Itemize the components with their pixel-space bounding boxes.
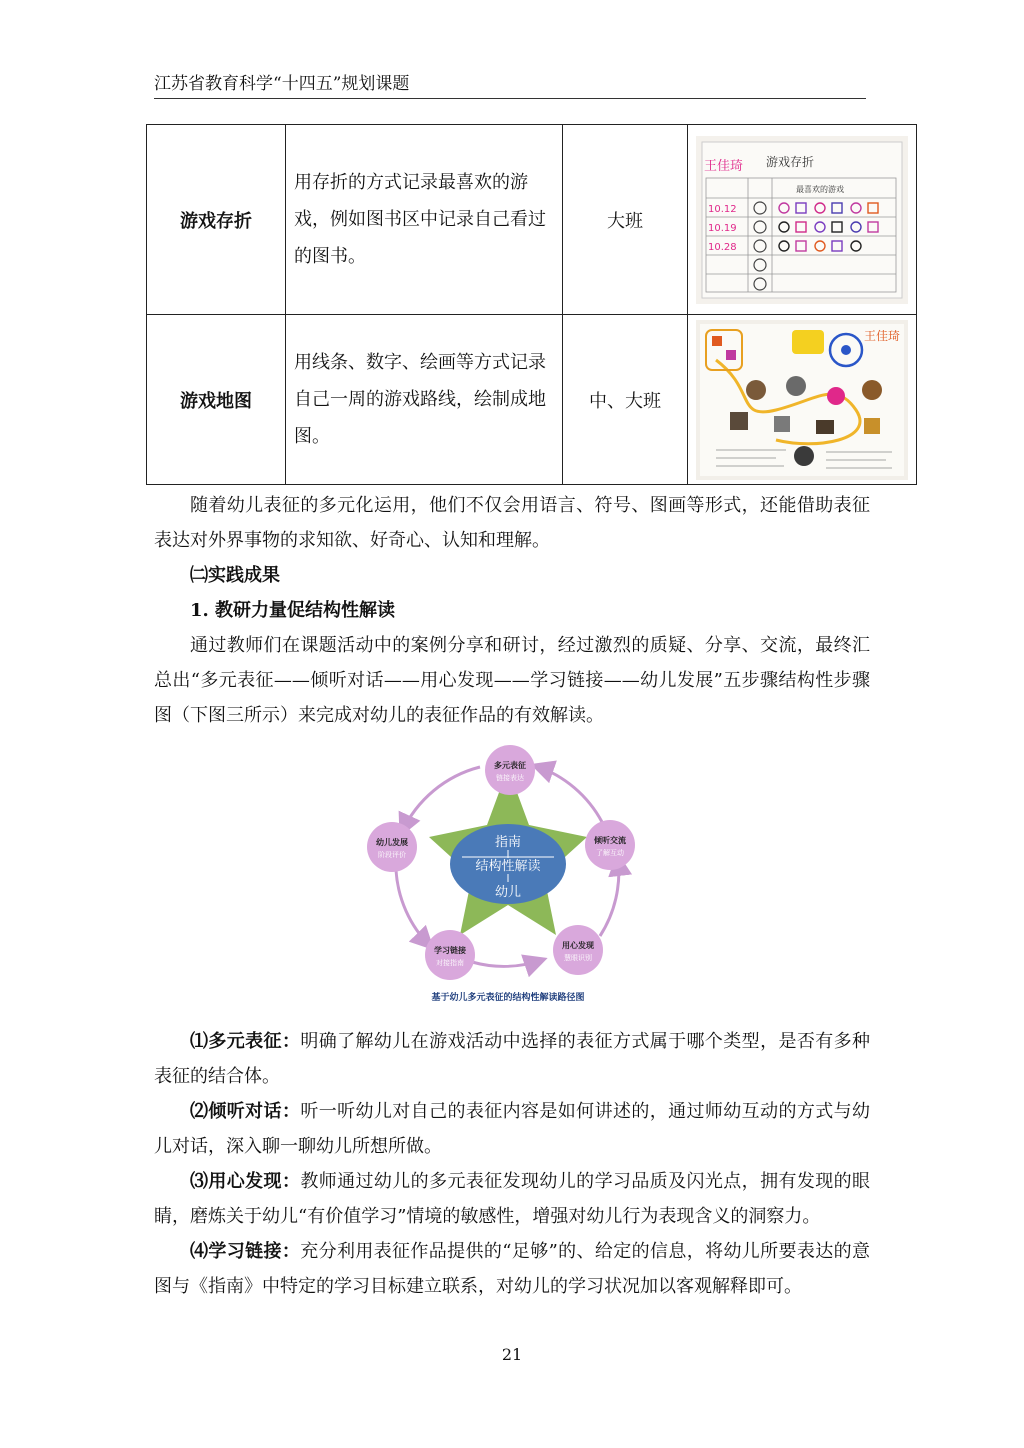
photo-cell — [688, 315, 917, 485]
node-sub: 阶段评价 — [378, 851, 406, 859]
passbook-date: 10.19 — [708, 222, 737, 234]
item-label: ⑴多元表征： — [190, 1031, 301, 1052]
item-label: ⑵倾听对话： — [190, 1101, 301, 1122]
item-text: 听一听幼儿对自己的表征内容是如何讲述的，通过师幼互动的方式与幼儿对话，深入聊一聊幼儿所想所做。 — [154, 1101, 871, 1157]
page-number: 21 — [501, 1345, 523, 1364]
node-title: 学习链接 — [434, 946, 466, 955]
row-name: 游戏存折 — [147, 125, 286, 315]
game-map-photo — [696, 320, 908, 480]
node-title: 倾听交流 — [594, 836, 626, 845]
node-sub: 链接表达 — [496, 774, 524, 782]
section-heading: ㈡实践成果 — [190, 565, 280, 586]
row-description: 用存折的方式记录最喜欢的游戏，例如图书区中记录自己看过的图书。 — [286, 125, 563, 315]
node-sub: 慧眼识别 — [564, 954, 592, 962]
list-item — [154, 1234, 870, 1304]
structure-diagram — [360, 740, 660, 1010]
paragraph-1: 随着幼儿表征的多元化运用，他们不仅会用语言、符号、图画等形式，还能借助表征表达对外界事物的求知欲、好奇心、认知和理解。 — [154, 495, 870, 551]
row-grade: 中、大班 — [563, 315, 688, 485]
node-title: 幼儿发展 — [376, 838, 408, 847]
subheading: 1. 教研力量促结构性解读 — [190, 600, 396, 621]
item-label: ⑶用心发现： — [190, 1171, 301, 1192]
table-row — [147, 125, 917, 315]
map-child-name: 王佳琦 — [864, 328, 901, 343]
list-item — [154, 1164, 870, 1234]
diagram-node — [553, 925, 603, 975]
table-row — [147, 315, 917, 485]
item-text: 明确了解幼儿在游戏活动中选择的表征方式属于哪个类型，是否有多种表征的结合体。 — [154, 1031, 871, 1087]
list-item — [154, 1094, 870, 1164]
passbook-date: 10.28 — [708, 241, 737, 253]
passbook-subtitle-text: 最喜欢的游戏 — [796, 184, 844, 194]
node-sub: 对接指南 — [436, 959, 464, 967]
game-passbook-photo — [696, 136, 908, 304]
passbook-date: 10.12 — [708, 203, 737, 215]
record-table — [146, 124, 917, 485]
diagram-node — [485, 745, 535, 795]
center-bottom-label: 幼儿 — [494, 885, 522, 900]
node-title: 多元表征 — [494, 761, 526, 770]
diagram-node — [585, 820, 635, 870]
diagram-node — [367, 822, 417, 872]
center-top-label: 指南 — [494, 835, 522, 850]
node-sub: 了解互动 — [596, 849, 624, 857]
row-grade: 大班 — [563, 125, 688, 315]
diagram-caption: 基于幼儿多元表征的结构性解读路径图 — [431, 993, 585, 1003]
item-text: 教师通过幼儿的多元表征发现幼儿的学习品质及闪光点，拥有发现的眼睛，磨炼关于幼儿“有价值学习”情境的敏感性，增强对幼儿行为表现含义的洞察力。 — [154, 1171, 871, 1227]
passbook-title-text: 游戏存折 — [766, 154, 815, 169]
paragraph-2: 通过教师们在课题活动中的案例分享和研讨，经过激烈的质疑、分享、交流，最终汇总出“多元表征——倾听对话——用心发现——学习链接——幼儿发展”五步骤结构性步骤图（下图三所示）来完成对幼儿的表征作品的有效解读。 — [154, 635, 870, 726]
item-label: ⑷学习链接： — [190, 1241, 301, 1262]
child-name-text: 王佳琦 — [704, 158, 744, 174]
row-description: 用线条、数字、绘画等方式记录自己一周的游戏路线，绘制成地图。 — [286, 315, 563, 485]
page-header: 江苏省教育科学“十四五”规划课题 — [154, 70, 866, 99]
center-mid-label: 结构性解读 — [475, 859, 541, 874]
photo-cell — [688, 125, 917, 315]
item-text: 充分利用表征作品提供的“足够”的、给定的信息，将幼儿所要表达的意图与《指南》中特定的学习目标建立联系，对幼儿的学习状况加以客观解释即可。 — [154, 1241, 871, 1297]
diagram-node — [425, 930, 475, 980]
row-name: 游戏地图 — [147, 315, 286, 485]
list-item — [154, 1024, 870, 1094]
node-title: 用心发现 — [562, 941, 594, 950]
